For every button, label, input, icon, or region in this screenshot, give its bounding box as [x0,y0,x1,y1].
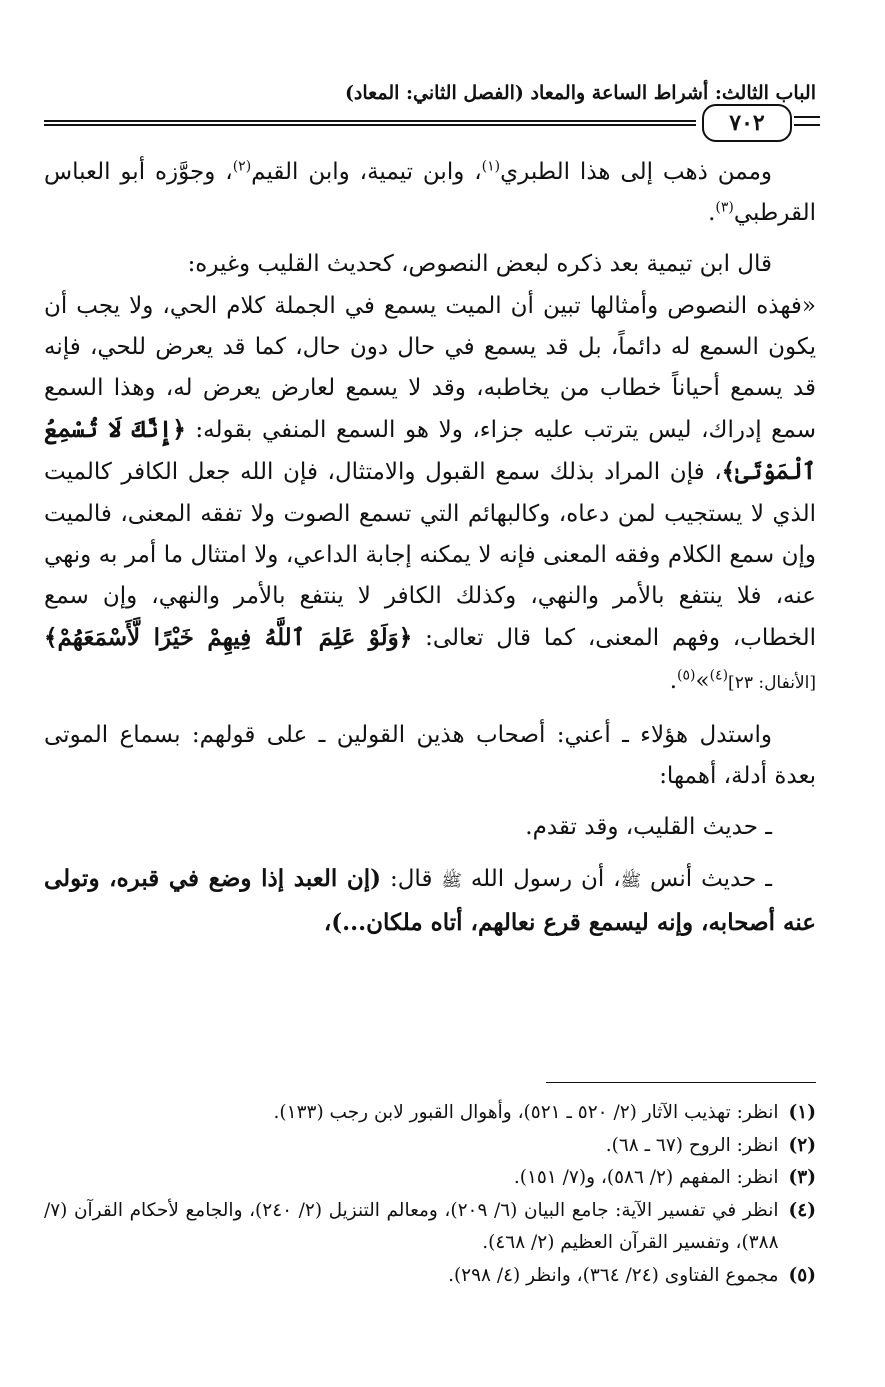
verse-citation: [الأنفال: ٢٣] [728,673,816,694]
footnote-5: (٥) مجموع الفتاوى (٢٤/ ٣٦٤)، وانظر (٤/ ٢٩٨). [448,1264,816,1286]
page-number-badge: ٧٠٢ [702,104,792,142]
honorific-glyph: ﷺ [441,871,462,892]
footnote-ref-4[interactable]: (٤) [709,667,729,684]
footnote-ref-2[interactable]: (٢) [232,158,252,175]
footnote-1: (١) انظر: تهذيب الآثار (٢/ ٥٢٠ ـ ٥٢١)، وأهوال القبور لابن رجب (١٣٣). [273,1102,816,1123]
paragraph-ibn-taymiyya-intro: قال ابن تيمية بعد ذكره لبعض النصوص، كحديث القليب وغيره: [187,251,772,278]
header-rule-right-bottom [794,124,820,126]
footnote-separator [546,1082,816,1083]
footnote-2: (٢) انظر: الروح (٦٧ ـ ٦٨). [605,1134,816,1156]
paragraph-ibn-taymiyya-quote: «فهذه النصوص وأمثالها تبين أن الميت يسمع في الجملة كلام الحي، ولا يجب أن يكون السمع له دائماً، بل قد يسمع في حال دون حال، كما قد يعرض للحي، فإنه قد يسمع أحياناً خطاب من يخاطبه، وقد لا يسمع لعارض يعرض له، وهذا السمع سمع إدراك، ليس يترتب عليه جزاء، ولا هو السمع المنفي بقوله: ﴿إِنَّكَ لَا تُسْمِعُ ٱلْمَوْتَىٰ﴾، فإن المراد بذلك سمع القبول والامتثال، فإن الله جعل الكافر كالميت الذي لا يستجيب لمن دعاه، وكالبهائم التي تسمع الصوت ولا تفقه المعنى، فالميت وإن سمع الكلام وفقه المعنى فإنه لا يمكنه إجابة الداعي، ولا امتثال ما أمر به ونهي عنه، فلا ينتفع بالأمر والنهي، وكذلك الكافر لا ينتفع بالأمر والنهي، وإن سمع الخطاب، وفهم المعنى، كما قال تعالى: ﴿وَلَوْ عَلِمَ ٱللَّهُ فِيهِمْ خَيْرًا لَّأَسْمَعَهُمْ﴾ [الأنفال: ٢٣]$^{(٤)}$»$^{(٥)}$. [44,292,817,695]
honorific-glyph: ﷺ [620,871,642,892]
footnote-ref-5[interactable]: (٥) [677,667,696,684]
paragraph-evidence-intro: واستدل هؤلاء ـ أعني: أصحاب هذين القولين ـ على قولهم: بسماع الموتى بعدة أدلة، أهمها: [44,721,816,789]
list-item-qalib: ـ حديث القليب، وقد تقدم. [525,814,772,841]
main-text [44,152,816,945]
list-item-anas: ـ حديث أنس ﷺ، أن رسول الله ﷺ قال: (إن العبد إذا وضع في قبره، وتولى عنه أصحابه، وإنه ليسمع قرع نعالهم، أتاه ملكان...)، [44,865,816,937]
quran-verse-2: ﴿وَلَوْ عَلِمَ ٱللَّهُ فِيهِمْ خَيْرًا لَّأَسْمَعَهُمْ﴾ [44,624,413,652]
header-double-rule [44,120,696,126]
footnotes [44,1097,816,1292]
paragraph-scholars: وممن ذهب إلى هذا الطبري$^{(١)}$، وابن تيمية، وابن القيم$^{(٢)}$، وجوَّزه أبو العباس القرطبي$^{(٣)}$. [44,158,816,227]
quran-verse-1: ﴿إِنَّكَ لَا تُسْمِعُ ٱلْمَوْتَىٰ﴾ [44,416,816,486]
footnote-ref-3[interactable]: (٣) [715,199,734,216]
header-rule-right-top [794,116,820,118]
footnote-ref-1[interactable]: (١) [481,158,501,175]
running-header: الباب الثالث: أشراط الساعة والمعاد (الفصل الثاني: المعاد) [344,82,816,104]
footnote-4: (٤) انظر في تفسير الآية: جامع البيان (٦/ ٢٠٩)، ومعالم التنزيل (٢/ ٢٤٠)، والجامع لأحكام القرآن (٧/ ٣٨٨)، وتفسير القرآن العظيم (٢/ ٤٦٨). [44,1199,816,1253]
footnote-3: (٣) انظر: المفهم (٢/ ٥٨٦)، و(٧/ ١٥١). [513,1167,816,1188]
hadith-text: (إن العبد إذا وضع في قبره، وتولى عنه أصحابه، وإنه ليسمع قرع نعالهم، أتاه ملكان...)، [44,865,816,937]
